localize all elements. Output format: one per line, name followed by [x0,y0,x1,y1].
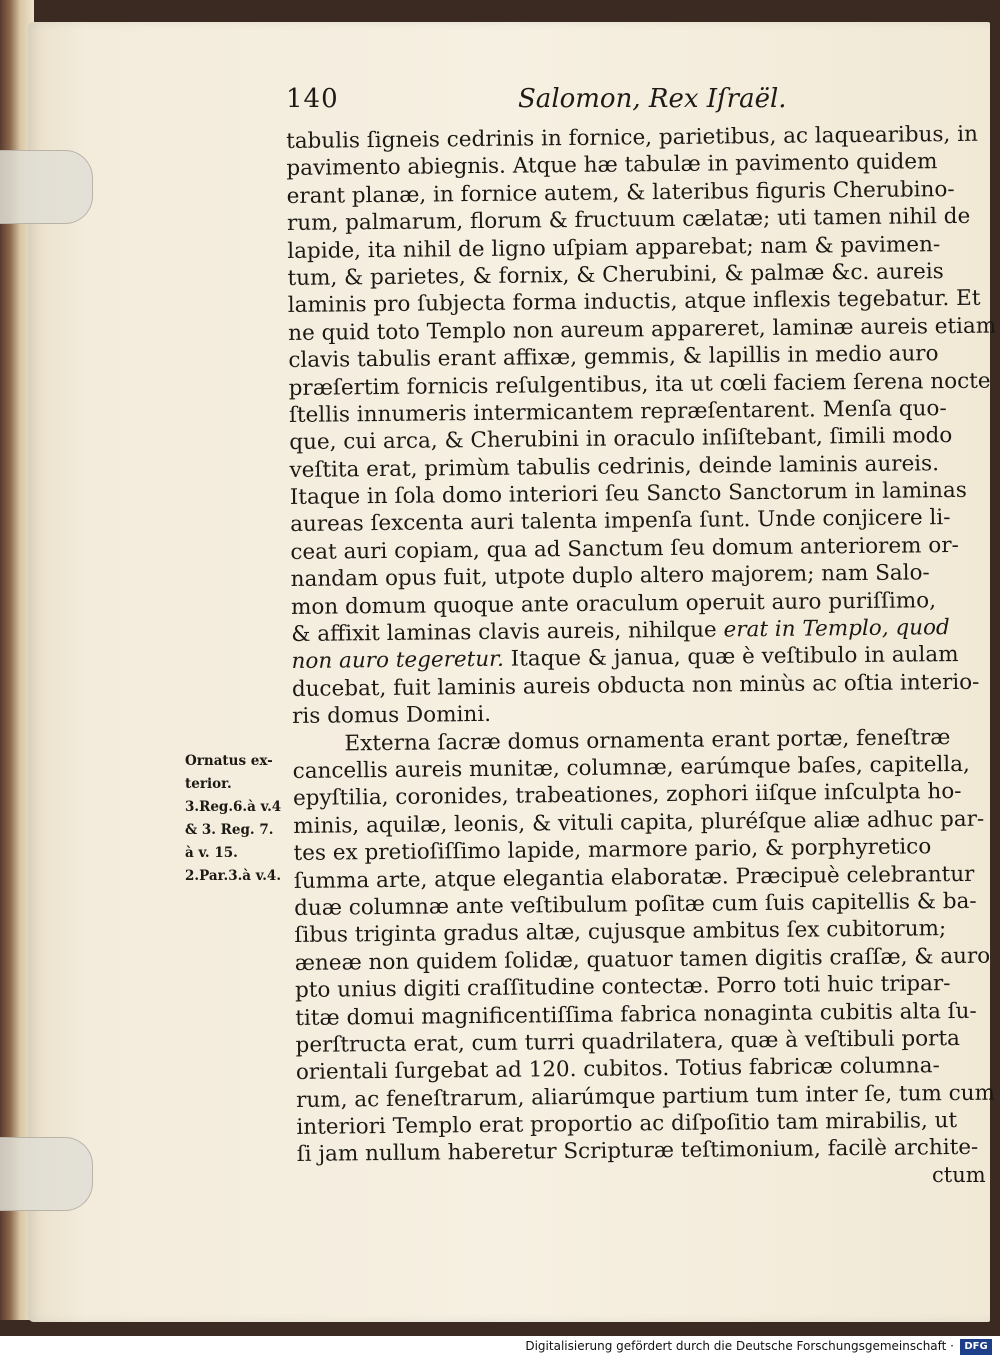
text-line: mon domum quoque ante oraculum operuit auro puriſſimo, [290,587,937,620]
text-line: pavimento abiegnis. Atque hæ tabulæ in pavimento quidem [286,149,938,182]
text-line: ne quid toto Templo non aureum appareret, laminæ aureis etiam [288,313,997,346]
italic-segment: non auro tegeretur. [291,647,504,675]
text-line: ſumma arte, atque elegantia elaboratæ. Præcipuè celebrantur [293,861,975,894]
text-line: minis, aquilæ, leonis, & vituli capita, pluréſque aliæ adhuc par- [293,806,985,839]
text-line: tum, & parietes, & fornix, & Cherubini, & palmæ &c. aureis [287,259,944,291]
funding-notice: Digitalisierung gefördert durch die Deutsche Forschungsgemeinschaft · [525,1339,954,1353]
margin-note: à v. 15. [185,845,238,861]
catchword: ctum [932,1163,986,1187]
text-line: interiori Templo erat proportio ac diſpoſitio tam mirabilis, ut [296,1108,958,1141]
text-line: epyſtilia, coronides, trabeationes, zophori iiſque inſculpta ho- [292,779,962,812]
text-line: Itaque in ſola domo interiori ſeu Sancto Sanctorum in laminas [289,477,967,511]
main-text [286,121,997,1169]
text-line: ris domus Domini. [292,702,492,730]
margin-note: terior. [185,776,232,792]
text-line: duæ columnæ ante veſtibulum poſitæ cum ſuis capitellis & ba- [294,888,977,921]
text-line: aureas ſexcenta auri talenta impenſa ſunt. Unde conjicere li- [290,505,951,538]
text-line: tes ex pretioſiſſimo lapide, marmore pario, & porphyretico [293,834,932,867]
text-line: titæ domui magnificentiſſima fabrica nonaginta cubitis alta ſu- [295,998,977,1031]
footer-bar [0,1336,1000,1359]
text-line: cancellis aureis munitæ, columnæ, earúmque baſes, capitella, [292,751,970,784]
text-line: rum, ac feneſtrarum, aliarúmque partium tum inter ſe, tum cum [296,1080,996,1113]
text-line: ſibus triginta gradus altæ, cujusque ambitus ſex cubitorum; [294,916,947,949]
text-line: rum, palmarum, florum & fructuum cælatæ; uti tamen nihil de [286,204,971,237]
text-line: ducebat, fuit laminis aureis obducta non minùs ac oſtia interio- [291,669,980,702]
text-line: æneæ non quidem ſolidæ, quatuor tamen digitis craſſæ, & auro [294,943,991,976]
running-head: Salomon, Rex Iſraël. [518,84,787,114]
text-line: veſtita erat, primùm tabulis cedrinis, deinde laminis aureis. [289,450,940,483]
text-line: clavis tabulis erant affixæ, gemmis, & lapillis in medio auro [288,341,939,374]
text-line: præſertim fornicis reſulgentibus, ita ut cœli faciem ſerena nocte [288,368,991,401]
text-line: ſi jam nullum haberetur Scripturæ teſtimonium, facilè archite- [296,1135,979,1168]
text-line: perſtructa erat, cum turri quadrilatera, quæ à veſtibuli porta [295,1025,960,1058]
paragraph-start-line: Externa ſacræ domus ornamenta erant portæ, feneſtræ [344,724,951,757]
text-line: que, cui arca, & Cherubini in oraculo inſiſtebant, ſimili modo [289,423,953,456]
margin-note: 3.Reg.6.à v.4 [185,799,282,815]
page-number: 140 [286,84,339,114]
page-header [286,84,946,124]
page-clip-bottom [0,1137,93,1211]
text-line: nandam opus fuit, utpote duplo altero majorem; nam Salo- [290,560,930,593]
text-line: ceat auri copiam, qua ad Sanctum ſeu domum anteriorem or- [290,532,959,565]
dfg-logo: DFG [960,1339,992,1355]
text-line: erant planæ, in fornice autem, & lateribus figuris Cherubino- [286,176,955,209]
text-line: lapide, ita nihil de ligno uſpiam apparebat; nam & pavimen- [287,231,941,264]
margin-note: Ornatus ex- [185,753,273,769]
text-line: ſtellis innumeris intermicantem repræſentarent. Menſa quo- [288,396,947,428]
margin-note: 2.Par.3.à v.4. [185,868,282,884]
text-line: orientali ſurgebat ad 120. cubitos. Totius fabricæ columna- [295,1053,940,1086]
text-line: pto unius digiti craſſitudine contectæ. Porro toti huic tripar- [294,971,951,1004]
text-segment: & affixit laminas clavis aureis, nihilque [291,617,724,648]
text-line: laminis pro ſubjecta forma inductis, atque inflexis tegebatur. Et [287,286,981,319]
margin-note: & 3. Reg. 7. [185,822,274,838]
margin-notes [185,750,295,888]
italic-segment: erat in Templo, quod [723,615,950,643]
text-line: tabulis ſigneis cedrinis in fornice, parietibus, ac laquearibus, in [286,121,979,154]
text-segment: Itaque & janua, quæ è veſtibulo in aulam [503,642,959,673]
page-clip-top [0,150,93,224]
